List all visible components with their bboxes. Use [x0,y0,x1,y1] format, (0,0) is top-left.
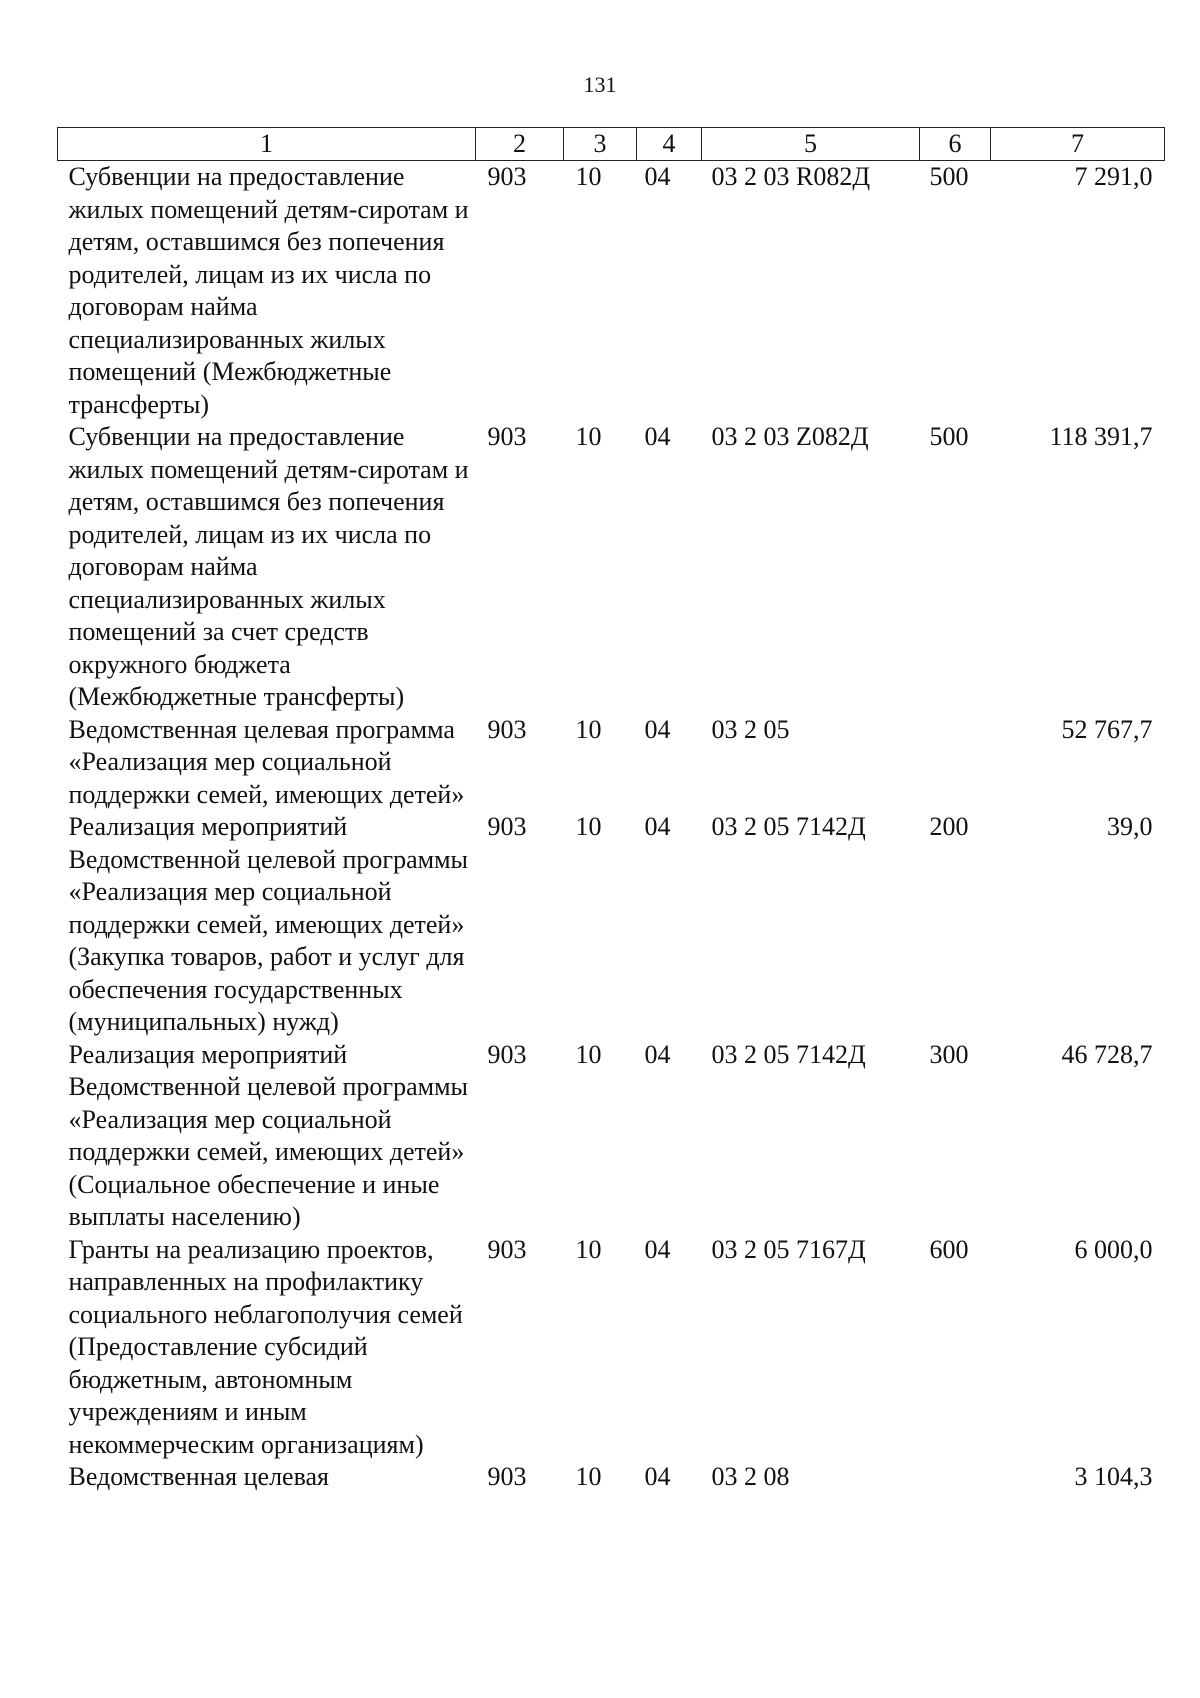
row-amount: 46 728,7 [1061,1039,1153,1069]
row-expense-type: 500 [929,162,969,191]
page-number: 131 [583,72,617,97]
table-row [58,421,1165,714]
header-col-6: 6 [920,128,991,161]
row-grbs: 903 [487,1039,527,1069]
header-col-1: 1 [58,128,476,161]
row-target-article: 03 2 05 [711,714,790,744]
row-target-article: 03 2 05 7142Д [711,812,866,841]
header-col-5: 5 [702,128,920,161]
row-name: Субвенции на предоставление жилых помещений детям-сиротам и детям, оставшимся без попечения родителей, лицам из их числа по договорам найма специализированных жилых помещений за счет средств окружного бюджета (Межбюджетные трансферты) [68,422,469,711]
row-subsection: 04 [644,812,671,841]
header-row [58,128,1165,161]
row-subsection: 04 [644,422,671,451]
row-grbs: 903 [487,422,527,451]
table-row [58,1234,1165,1462]
table-row [58,1461,1165,1494]
row-name: Ведомственная целевая программа «Реализация мер социальной поддержки семей, имеющих детей» [68,714,465,809]
row-name: Ведомственная целевая [68,1462,330,1491]
row-grbs: 903 [487,714,527,744]
row-amount: 3 104,3 [1074,1462,1153,1491]
row-target-article: 03 2 03 R082Д [711,162,871,191]
table-row [58,161,1165,422]
row-amount: 6 000,0 [1074,1234,1153,1264]
row-section: 10 [575,1039,602,1069]
row-section: 10 [575,162,602,191]
row-expense-type [920,714,991,812]
table-row [58,811,1165,1039]
row-subsection: 04 [644,162,671,191]
row-expense-type: 200 [929,812,969,841]
row-expense-type: 600 [929,1234,969,1264]
header-col-7: 7 [991,128,1165,161]
row-name: Реализация мероприятий Ведомственной целевой программы «Реализация мер социальной поддержки семей, имеющих детей» (Социальное обеспечение и иные выплаты населению) [68,1039,469,1231]
row-section: 10 [575,422,602,451]
row-expense-type [920,1461,991,1494]
row-target-article: 03 2 05 7167Д [711,1234,866,1264]
header-col-4: 4 [637,128,702,161]
row-expense-type: 300 [929,1039,969,1069]
row-grbs: 903 [487,812,527,841]
row-amount: 7 291,0 [1074,162,1153,191]
row-section: 10 [575,812,602,841]
budget-table [57,127,1165,1494]
row-name: Субвенции на предоставление жилых помещений детям-сиротам и детям, оставшимся без попечения родителей, лицам из их числа по договорам найма специализированных жилых помещений (Межбюджетные трансферты) [68,162,469,419]
row-section: 10 [575,1462,602,1491]
row-target-article: 03 2 08 [711,1462,790,1491]
row-amount: 118 391,7 [1049,422,1153,451]
row-section: 10 [575,1234,602,1264]
row-target-article: 03 2 03 Z082Д [711,422,869,451]
row-target-article: 03 2 05 7142Д [711,1039,866,1069]
row-amount: 52 767,7 [1061,714,1153,744]
table-row [58,1039,1165,1234]
row-expense-type: 500 [929,422,969,451]
row-section: 10 [575,714,602,744]
table-body [58,161,1165,1494]
table-row [58,714,1165,812]
row-subsection: 04 [644,1039,671,1069]
row-subsection: 04 [644,714,671,744]
header-col-3: 3 [564,128,637,161]
row-grbs: 903 [487,1234,527,1264]
row-name: Реализация мероприятий Ведомственной целевой программы «Реализация мер социальной поддержки семей, имеющих детей» (Закупка товаров, работ и услуг для обеспечения государственных (муниципальных) нужд) [68,812,469,1036]
row-subsection: 04 [644,1234,671,1264]
row-grbs: 903 [487,162,527,191]
row-amount: 39,0 [1107,812,1153,841]
row-subsection: 04 [644,1462,671,1491]
header-col-2: 2 [476,128,564,161]
table-header [58,128,1165,161]
row-name: Гранты на реализацию проектов, направленных на профилактику социального неблагополучия семей (Предоставление субсидий бюджетным, автономным учреждениям и иным некоммерческим организациям) [68,1234,463,1459]
row-grbs: 903 [487,1462,527,1491]
